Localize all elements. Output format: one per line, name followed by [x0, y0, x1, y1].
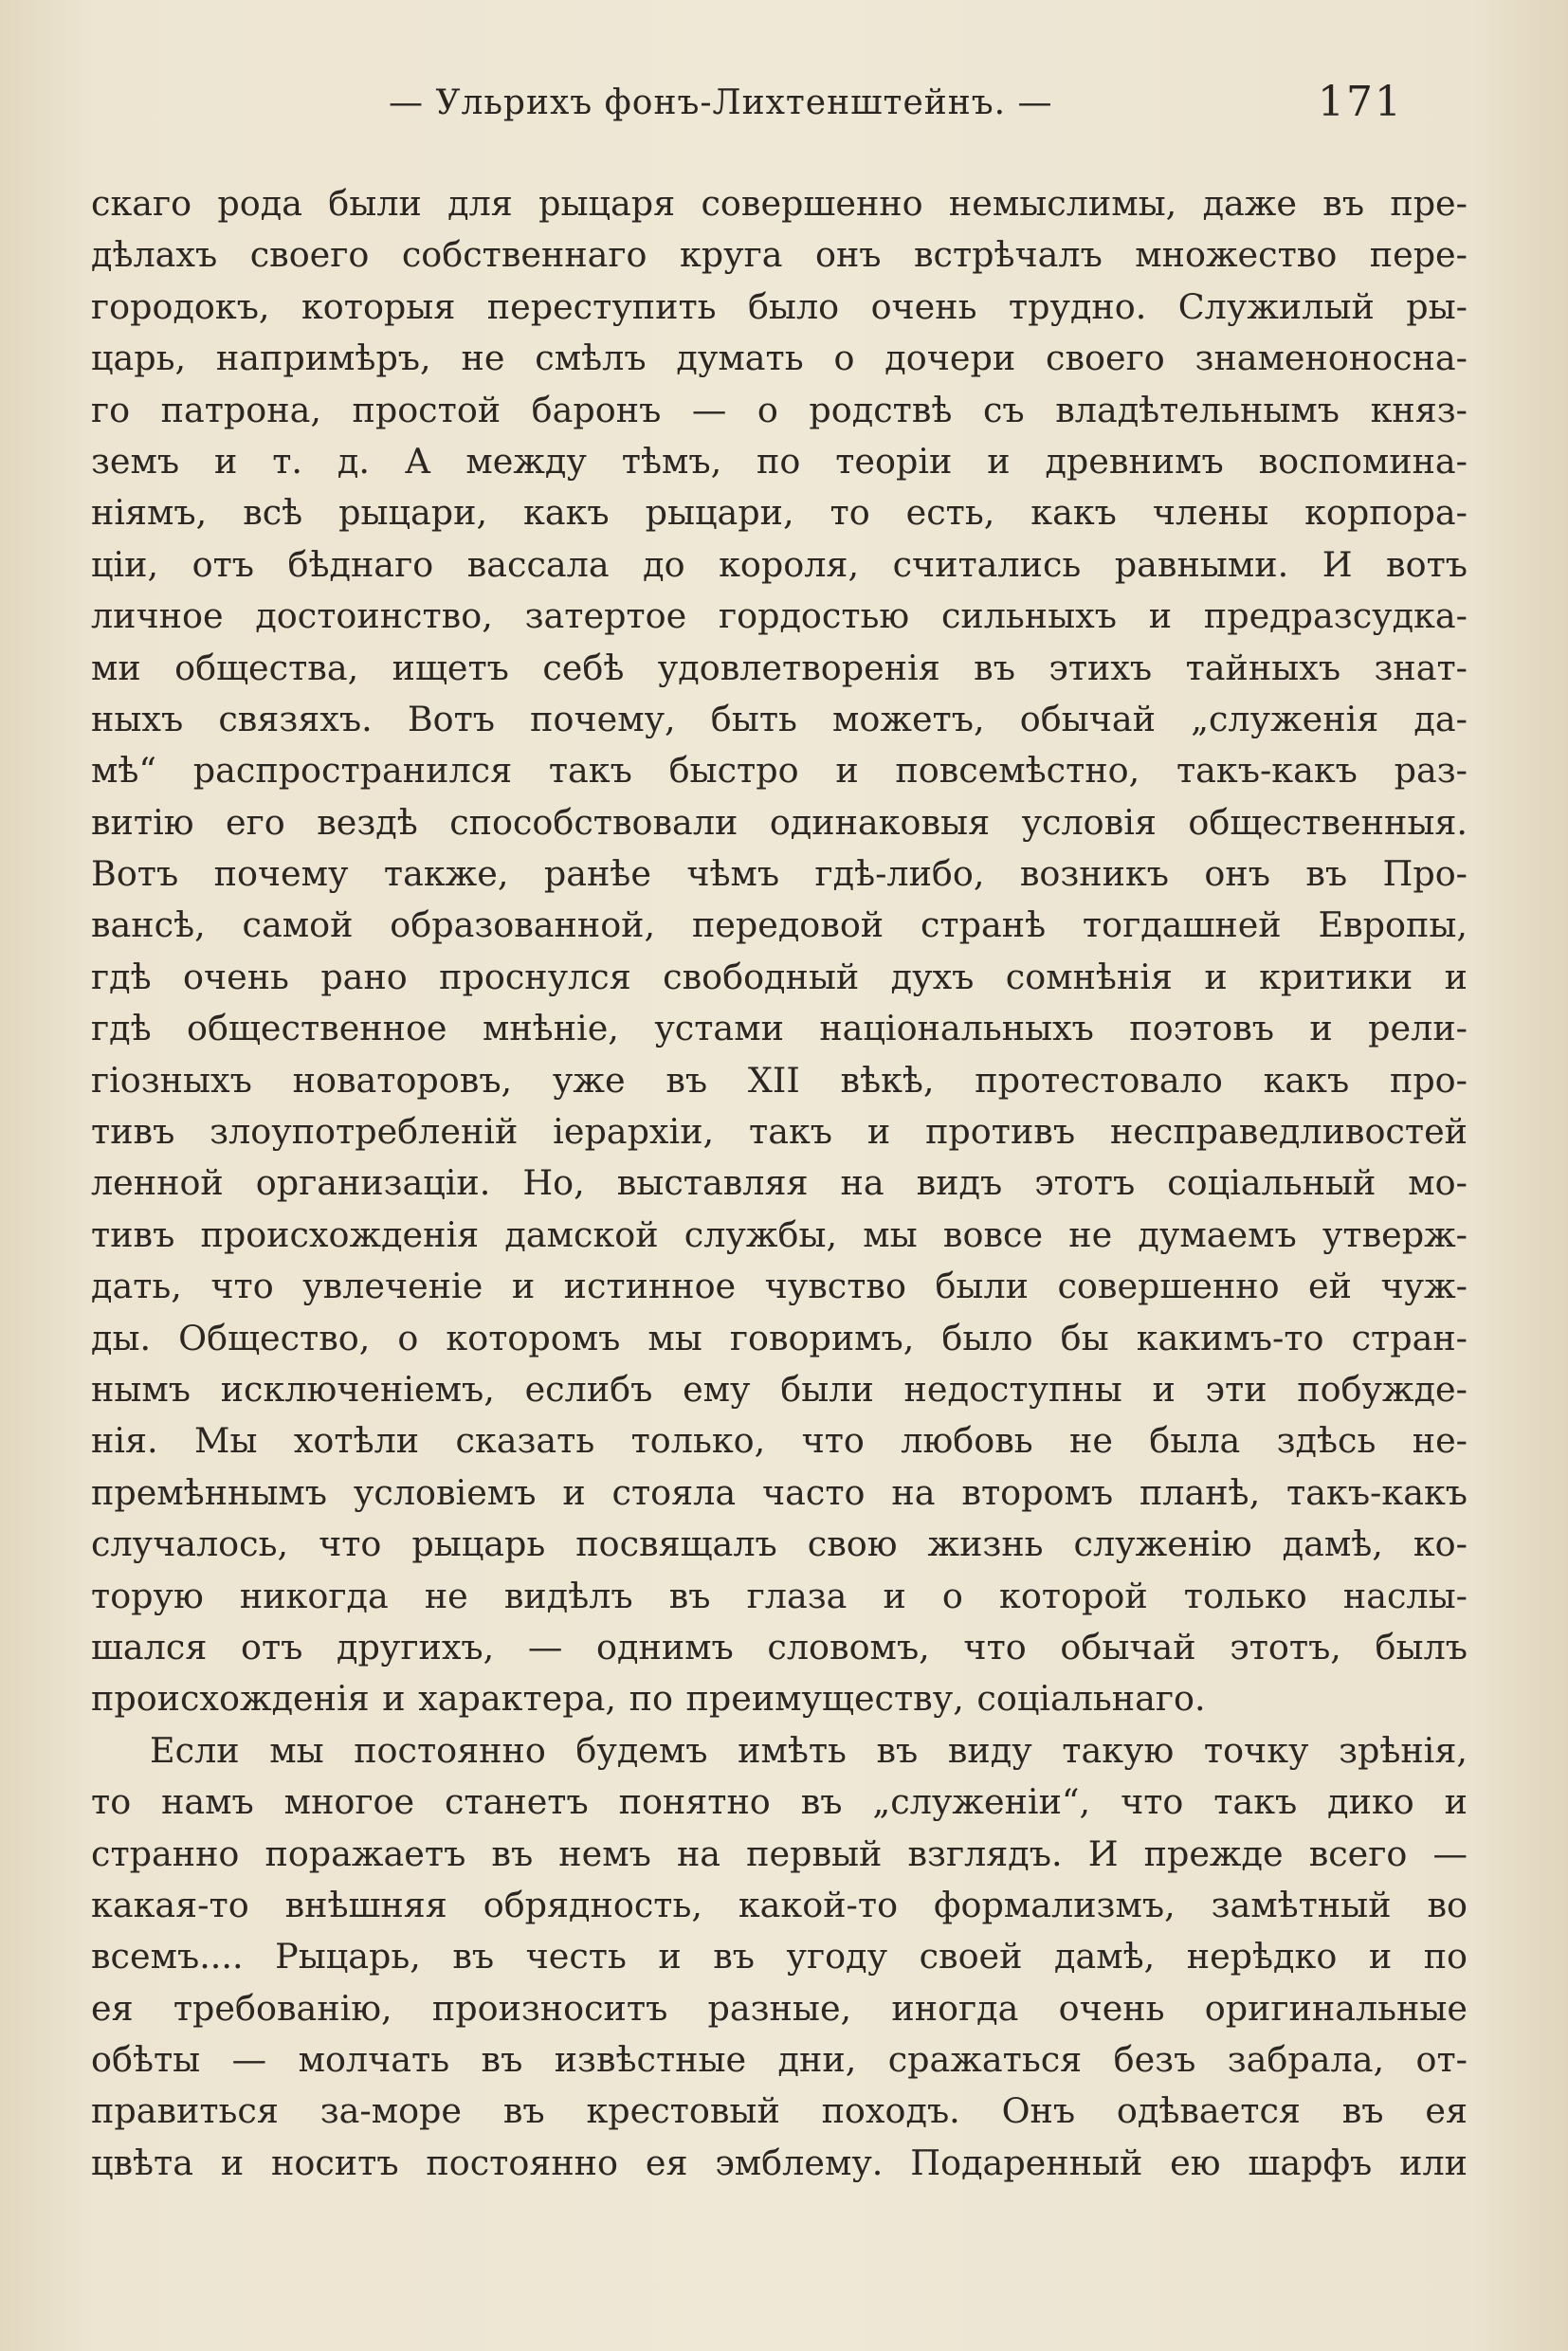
text-line: гдѣ общественное мнѣніе, устами національныхъ поэтовъ и рели- — [91, 1008, 1468, 1049]
paragraph-start-line: Если мы постоянно будемъ имѣть въ виду такую точку зрѣнія, — [150, 1729, 1468, 1771]
page-header — [95, 78, 1460, 135]
running-title: — Ульрихъ фонъ-Лихтенштейнъ. — — [389, 83, 1053, 122]
text-line: городокъ, которыя переступить было очень трудно. Служилый ры- — [91, 285, 1468, 327]
text-line: тивъ злоупотребленій іерархіи, такъ и противъ несправедливостей — [91, 1111, 1468, 1153]
text-line: ленной организаціи. Но, выставляя на видъ этотъ соціальный мо- — [91, 1162, 1468, 1204]
text-line: правиться за-море въ крестовый походъ. Онъ одѣвается въ ея — [91, 2090, 1468, 2132]
text-line: обѣты — молчать въ извѣстные дни, сражаться безъ забрала, от- — [91, 2039, 1468, 2081]
text-line: дѣлахъ своего собственнаго круга онъ встрѣчалъ множество пере- — [91, 234, 1468, 276]
text-line: царь, напримѣръ, не смѣлъ думать о дочери своего знаменоносна- — [91, 337, 1468, 379]
text-line: ціи, отъ бѣднаго вассала до короля, считались равными. И вотъ — [91, 543, 1468, 585]
page-number: 171 — [1318, 78, 1403, 126]
text-line: ныхъ связяхъ. Вотъ почему, быть можетъ, обычай „служенія да- — [91, 698, 1468, 739]
text-line: премѣннымъ условіемъ и стояла часто на второмъ планѣ, такъ-какъ — [91, 1471, 1468, 1513]
text-line: случалось, что рыцарь посвящалъ свою жизнь служенію дамѣ, ко- — [91, 1523, 1468, 1565]
text-line: шался отъ другихъ, — однимъ словомъ, что обычай этотъ, былъ — [91, 1626, 1468, 1668]
text-line: всемъ.... Рыцарь, въ честь и въ угоду своей дамѣ, нерѣдко и по — [91, 1936, 1468, 1977]
text-line: го патрона, простой баронъ — о родствѣ съ владѣтельнымъ княз- — [91, 389, 1468, 430]
text-line: какая-то внѣшняя обрядность, какой-то формализмъ, замѣтный во — [91, 1884, 1468, 1925]
text-line: мѣ“ распространился такъ быстро и повсемѣстно, такъ-какъ раз- — [91, 750, 1468, 792]
text-line: личное достоинство, затертое гордостью сильныхъ и предразсудка- — [91, 595, 1468, 637]
text-line: торую никогда не видѣлъ въ глаза и о которой только наслы- — [91, 1575, 1468, 1616]
text-line: ея требованію, произноситъ разные, иногда очень оригинальные — [91, 1987, 1468, 2029]
text-line: гдѣ очень рано проснулся свободный духъ сомнѣнія и критики и — [91, 956, 1468, 997]
text-line: то намъ многое станетъ понятно въ „служеніи“, что такъ дико и — [91, 1781, 1468, 1823]
text-line: ми общества, ищетъ себѣ удовлетворенія въ этихъ тайныхъ знат- — [91, 647, 1468, 688]
paragraph-end-line: происхожденія и характера, по преимуществу, соціальнаго. — [91, 1678, 1206, 1720]
text-line: витію его вездѣ способствовали одинаковыя условія общественныя. — [91, 801, 1468, 843]
text-line: странно поражаетъ въ немъ на первый взглядъ. И прежде всего — — [91, 1832, 1468, 1874]
text-line: Вотъ почему также, ранѣе чѣмъ гдѣ-либо, возникъ онъ въ Про- — [91, 853, 1468, 895]
body-text — [91, 178, 1468, 2189]
text-line: вансѣ, самой образованной, передовой странѣ тогдашней Европы, — [91, 904, 1468, 946]
text-line: дать, что увлеченіе и истинное чувство были совершенно ей чуж- — [91, 1266, 1468, 1307]
text-line: нія. Мы хотѣли сказать только, что любовь не была здѣсь не- — [91, 1420, 1468, 1462]
text-line: цвѣта и носитъ постоянно ея эмблему. Подаренный ею шарфъ или — [91, 2141, 1468, 2183]
text-line: нымъ исключеніемъ, еслибъ ему были недоступны и эти побужде- — [91, 1368, 1468, 1410]
text-line: ніямъ, всѣ рыцари, какъ рыцари, то есть, какъ члены корпора- — [91, 492, 1468, 534]
text-line: тивъ происхожденія дамской службы, мы вовсе не думаемъ утверж- — [91, 1213, 1468, 1255]
text-line: ды. Общество, о которомъ мы говоримъ, было бы какимъ-то стран- — [91, 1317, 1468, 1358]
text-line: земъ и т. д. А между тѣмъ, по теоріи и древнимъ воспомина- — [91, 440, 1468, 482]
text-line: скаго рода были для рыцаря совершенно немыслимы, даже въ пре- — [91, 183, 1468, 224]
text-line: гіозныхъ новаторовъ, уже въ XII вѣкѣ, протестовало какъ про- — [91, 1059, 1468, 1101]
